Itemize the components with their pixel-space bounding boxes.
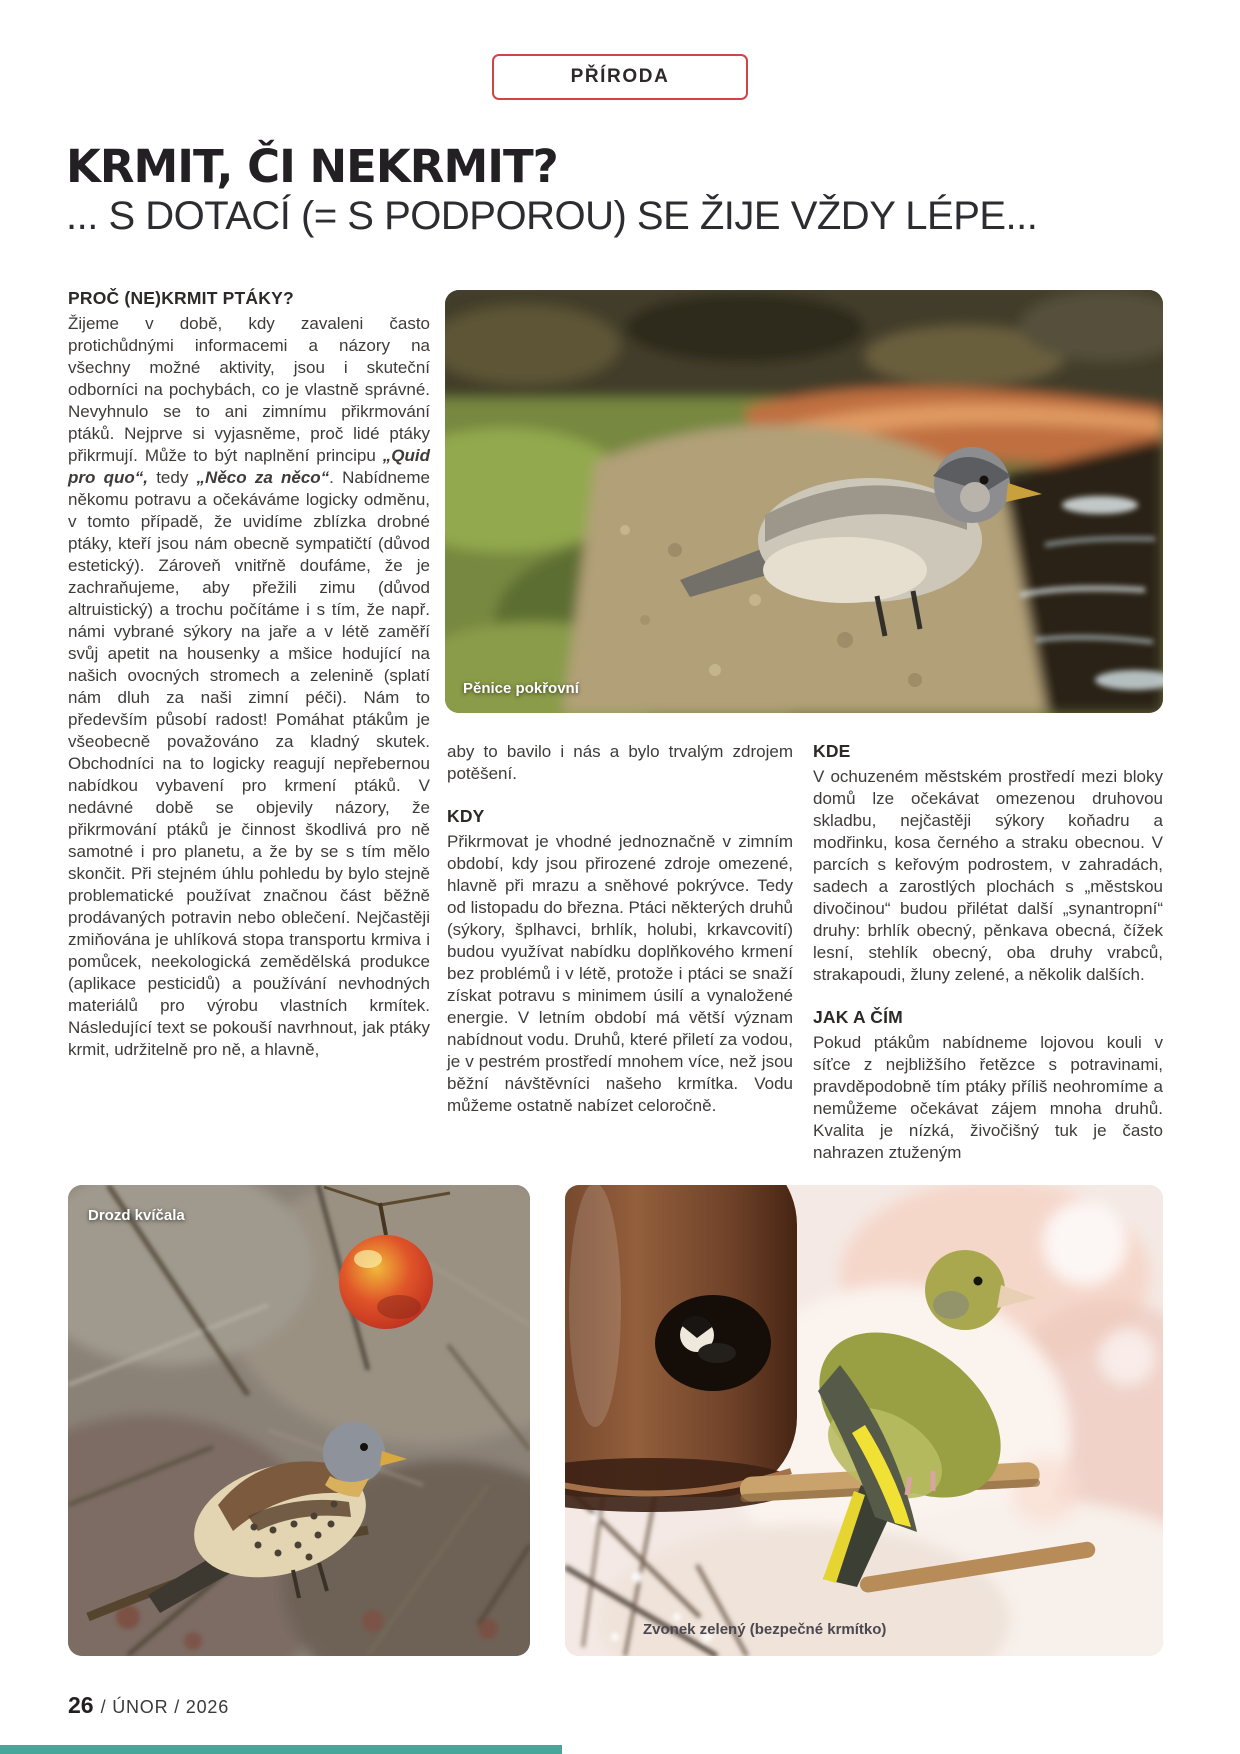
photo-caption-zvonek: Zvonek zelený (bezpečné krmítko)	[643, 1621, 887, 1638]
column-middle	[447, 741, 793, 1117]
category-badge: PŘÍRODA	[492, 54, 748, 100]
section-heading-where: KDE	[813, 741, 851, 761]
section-body-where: V ochuzeném městském prostředí mezi bloky domů lze očekávat omezenou druhovou skladbu, nejčastěji sýkory koňadru a modřinku, kosa černého a straku obecnou. V parcích s keřovým podrostem, v zahradách, sadech a zarostlých plochách s „městskou divočinou“ budou přilétat další „synantropní“ druhy: brhlík obecný, pěnkava obecná, čížek lesní, stehlík obecný, oba druhy vrabců, strakapoudi, žluny zelené, a několik dalších.	[813, 767, 1163, 984]
section-body-why	[68, 313, 430, 1061]
photo-caption-penice: Pěnice pokřovní	[463, 680, 579, 697]
bottom-accent-bar	[0, 1745, 562, 1754]
drozd-photo-illustration	[68, 1185, 530, 1656]
issue-label: / ÚNOR / 2026	[100, 1697, 230, 1717]
why-continuation-text: aby to bavilo i nás a bylo trvalým zdrojem potěšení.	[447, 742, 793, 783]
why-text-segment: . Nabídneme někomu potravu a očekáváme logicky odměnu, v tomto případě, že uvidíme zblízka drobné ptáky, kteří jsou nám obecně sympatičtí (důvod estetický). Zároveň vnitřně doufáme, že je zachraňujeme, aby přežili zimu (důvod altruistický) a trochu počítáme i s tím, že např. námi vybrané sýkory na jaře a v létě zaměří svůj apetit na housenky a mšice hodující na našich ovocných stromech a zelenině (splatí nám dluh za naši zimní péči). Nám to především působí radost! Pomáhat ptákům je všeobecně považováno za kladný skutek. Obchodníci na to logicky reagují nepřebernou nabídkou vybavení pro krmení ptáků. V nedávné době se objevily názory, že přikrmování ptáků je činnost škodlivá pro ně samotné i pro planetu, a že by se s tím mělo skončit. Při stejném úhlu pohledu by bylo stejně problematické používat značnou část běžně prodávaných potravin nebo oblečení. Nejčastěji zmiňována je uhlíková stopa transportu krmiva i pomůcek, neekologická zemědělská produkce (aplikace pesticidů) a používání nevhodných materiálů pro výrobu vlastních krmítek. Následující text se pokouší navrhnout, jak ptáky krmit, udržitelně pro ně, a hlavně,	[68, 468, 430, 1059]
section-heading-how: JAK A ČÍM	[813, 1007, 903, 1027]
page-subtitle: ... S DOTACÍ (= S PODPOROU) SE ŽIJE VŽDY LÉPE...	[66, 194, 1038, 238]
why-text-quote-czech: „Něco za něco“	[196, 468, 330, 487]
photo-caption-drozd: Drozd kvíčala	[88, 1207, 185, 1224]
page-number: 26	[68, 1692, 94, 1718]
spacer	[447, 785, 793, 806]
why-text-segment: tedy	[147, 468, 197, 487]
spacer	[813, 986, 1163, 1007]
column-right	[813, 741, 1163, 1164]
section-heading-when: KDY	[447, 806, 485, 826]
section-body-when: Přikrmovat je vhodné jednoznačně v zimním období, kdy jsou přirozené zdroje omezené, hlavně při mrazu a sněhové pokrývce. Tedy od listopadu do března. Ptáci některých druhů (sýkory, šplhavci, brhlík, holubi, krkavcovití) budou využívat nabídku doplňkového krmení bez problémů i v létě, protože i ptáci se snaží získat potravu s minimem úsilí a vynaložené energie. V letním období má větší význam nabídnout vodu. Druhů, které přiletí za vodou, je v pestrém prostředí mnohem více, než jsou běžní návštěvníci našeho krmítka. Vodu můžeme ostatně nabízet celoročně.	[447, 832, 793, 1115]
photo-zvonek-zeleny	[565, 1185, 1163, 1656]
why-text-segment: Žijeme v době, kdy zavaleni často protichůdnými informacemi a názory na všechny možné aktivity, jsou i skuteční odborníci na pochybách, co je vlastně správné. Nevyhnulo se to ani zimnímu přikrmování ptáků. Nejprve si vyjasněme, proč lidé ptáky přikrmují. Může to být naplnění principu	[68, 314, 430, 465]
zvonek-photo-illustration	[565, 1185, 1163, 1656]
penice-photo-illustration	[445, 290, 1163, 713]
column-left	[68, 288, 430, 1061]
why-text-quote-latin: „Quid pro quo“,	[68, 446, 430, 487]
page-footer	[68, 1692, 229, 1719]
feeder-figure	[565, 1185, 800, 1512]
photo-penice-pokrovni	[445, 290, 1163, 713]
page-title: KRMIT, ČI NEKRMIT?	[66, 140, 558, 193]
section-heading-why: PROČ (NE)KRMIT PTÁKY?	[68, 288, 294, 308]
section-body-how: Pokud ptákům nabídneme lojovou kouli v síťce z nejbližšího řetězce s potravinami, pravděpodobně tím ptáky příliš neohromíme a nemůžeme očekávat zájem mnoha druhů. Kvalita je nízká, živočišný tuk je často nahrazen ztuženým	[813, 1033, 1163, 1162]
photo-drozd-kvicala	[68, 1185, 530, 1656]
